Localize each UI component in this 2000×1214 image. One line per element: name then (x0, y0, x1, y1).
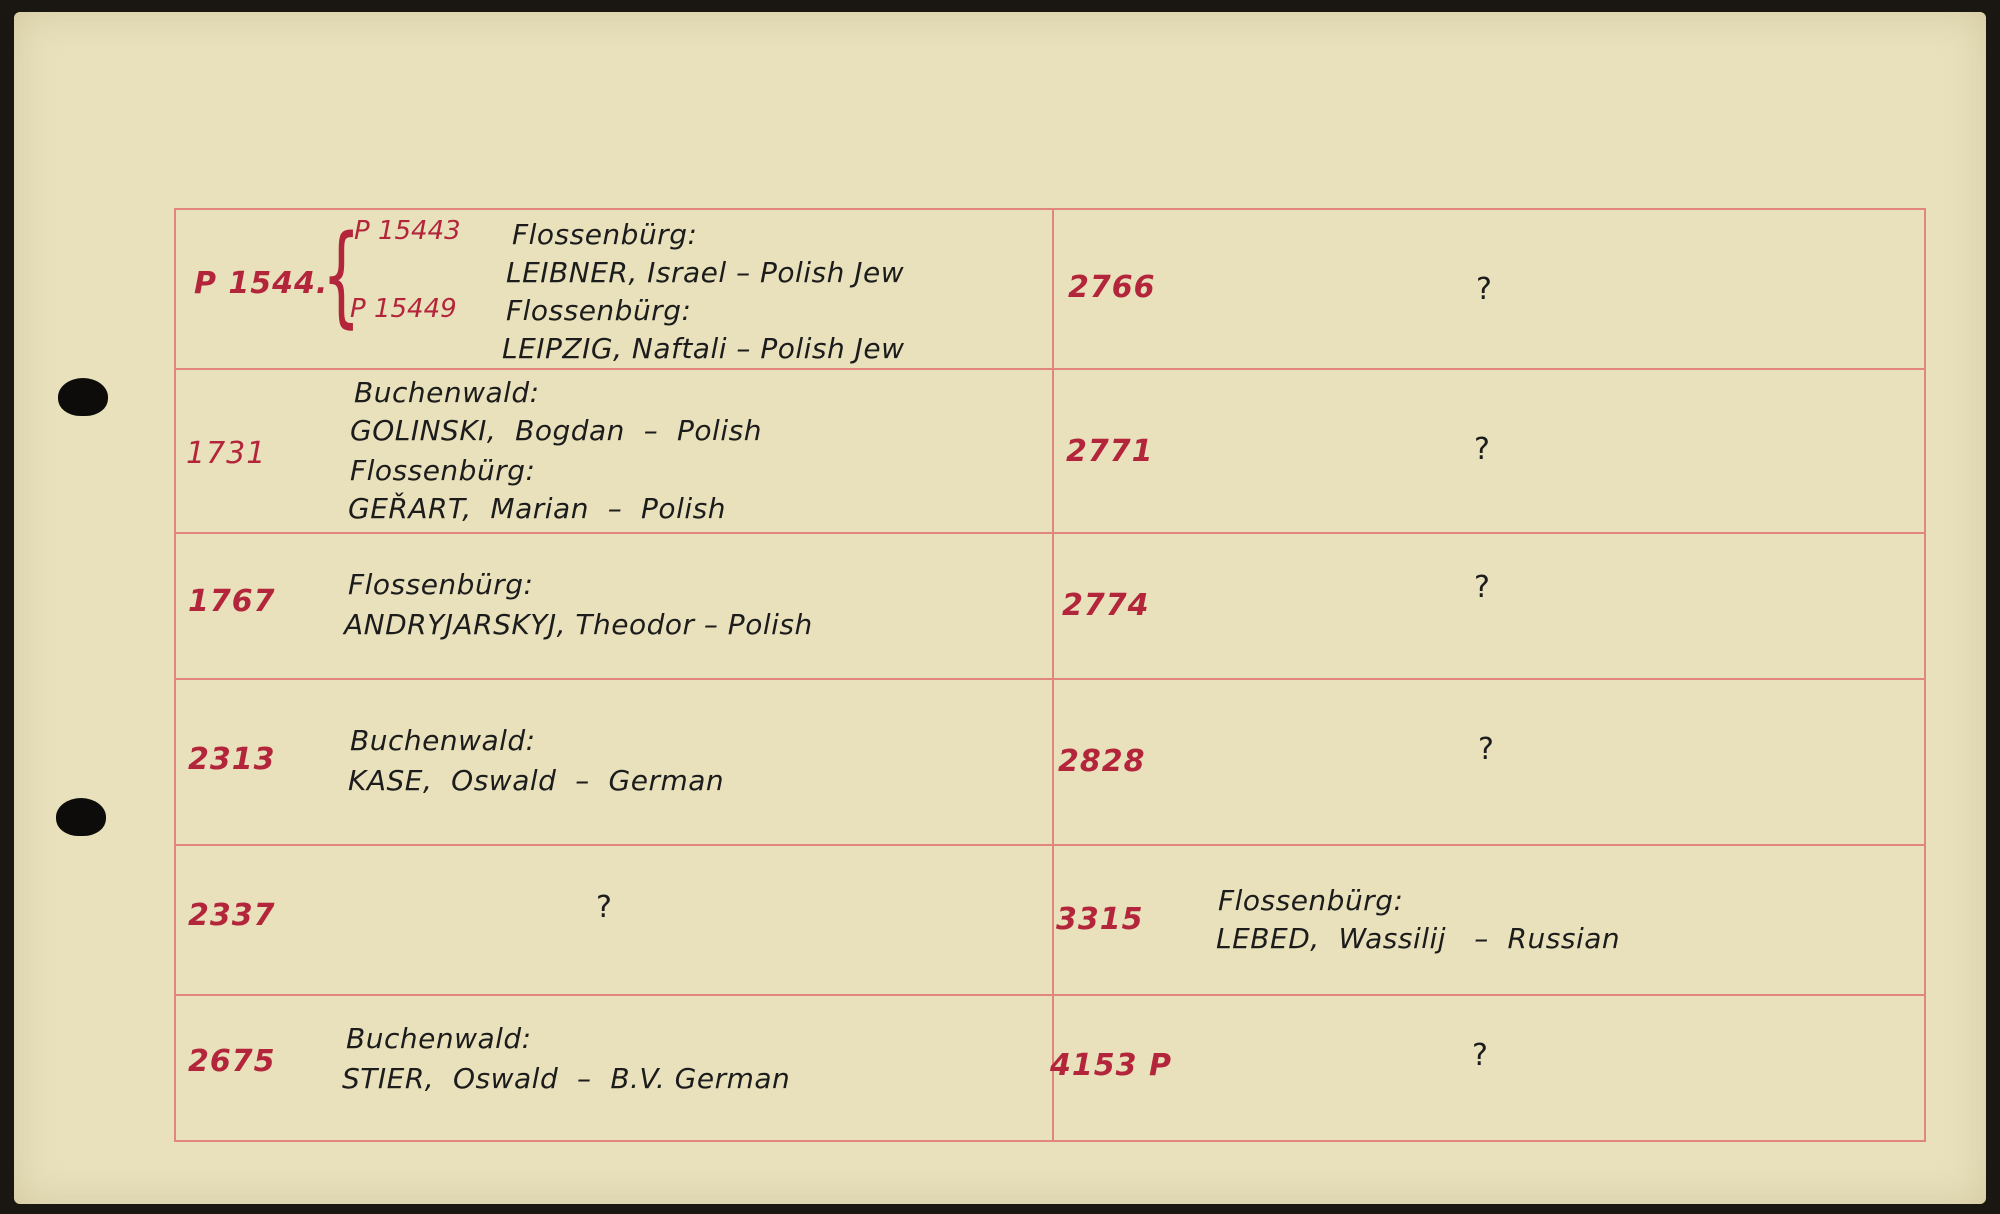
unknown-mark: ? (1474, 570, 1490, 605)
brace-glyph: { (322, 211, 361, 339)
person-entry: GEŘART, Marian – Polish (348, 492, 726, 525)
table-row (176, 370, 1924, 534)
camp-label: Flossenbürg: (512, 218, 698, 251)
left-number: 2675 (188, 1044, 276, 1079)
unknown-mark: ? (1478, 732, 1494, 767)
left-number: 1731 (186, 436, 267, 471)
sub-number: P 15449 (350, 294, 457, 324)
unknown-mark: ? (596, 890, 612, 925)
record-grid (174, 208, 1926, 1142)
punch-hole-top (58, 378, 108, 416)
left-number: 2313 (188, 742, 276, 777)
left-number: P 1544. (194, 266, 329, 301)
unknown-mark: ? (1472, 1038, 1488, 1073)
index-card (14, 12, 1986, 1204)
right-number: 2774 (1062, 588, 1150, 623)
person-entry: LEIBNER, Israel – Polish Jew (506, 256, 905, 289)
person-entry: KASE, Oswald – German (348, 764, 725, 797)
unknown-mark: ? (1476, 272, 1492, 307)
camp-label: Buchenwald: (350, 724, 536, 757)
person-entry: STIER, Oswald – B.V. German (342, 1062, 791, 1095)
table-row (176, 680, 1924, 846)
punch-hole-bottom (56, 798, 106, 836)
person-entry: LEIPZIG, Naftali – Polish Jew (502, 332, 905, 365)
person-entry: ANDRYJARSKYJ, Theodor – Polish (344, 608, 813, 641)
camp-label: Flossenbürg: (348, 568, 534, 601)
right-number: 3315 (1056, 902, 1144, 937)
table-row (176, 846, 1924, 996)
left-number: 1767 (188, 584, 276, 619)
camp-label: Buchenwald: (346, 1022, 532, 1055)
sub-number: P 15443 (354, 216, 461, 246)
table-row (176, 210, 1924, 370)
camp-label: Flossenbürg: (350, 454, 536, 487)
right-number: 2766 (1068, 270, 1156, 305)
table-row (176, 534, 1924, 680)
person-entry: LEBED, Wassilij – Russian (1216, 922, 1621, 955)
left-number: 2337 (188, 898, 276, 933)
unknown-mark: ? (1474, 432, 1490, 467)
camp-label: Flossenbürg: (1218, 884, 1404, 917)
right-number: 4153 P (1050, 1048, 1172, 1083)
right-number: 2828 (1058, 744, 1146, 779)
camp-label: Flossenbürg: (506, 294, 692, 327)
camp-label: Buchenwald: (354, 376, 540, 409)
right-number: 2771 (1066, 434, 1154, 469)
person-entry: GOLINSKI, Bogdan – Polish (350, 414, 762, 447)
table-row (176, 996, 1924, 1142)
